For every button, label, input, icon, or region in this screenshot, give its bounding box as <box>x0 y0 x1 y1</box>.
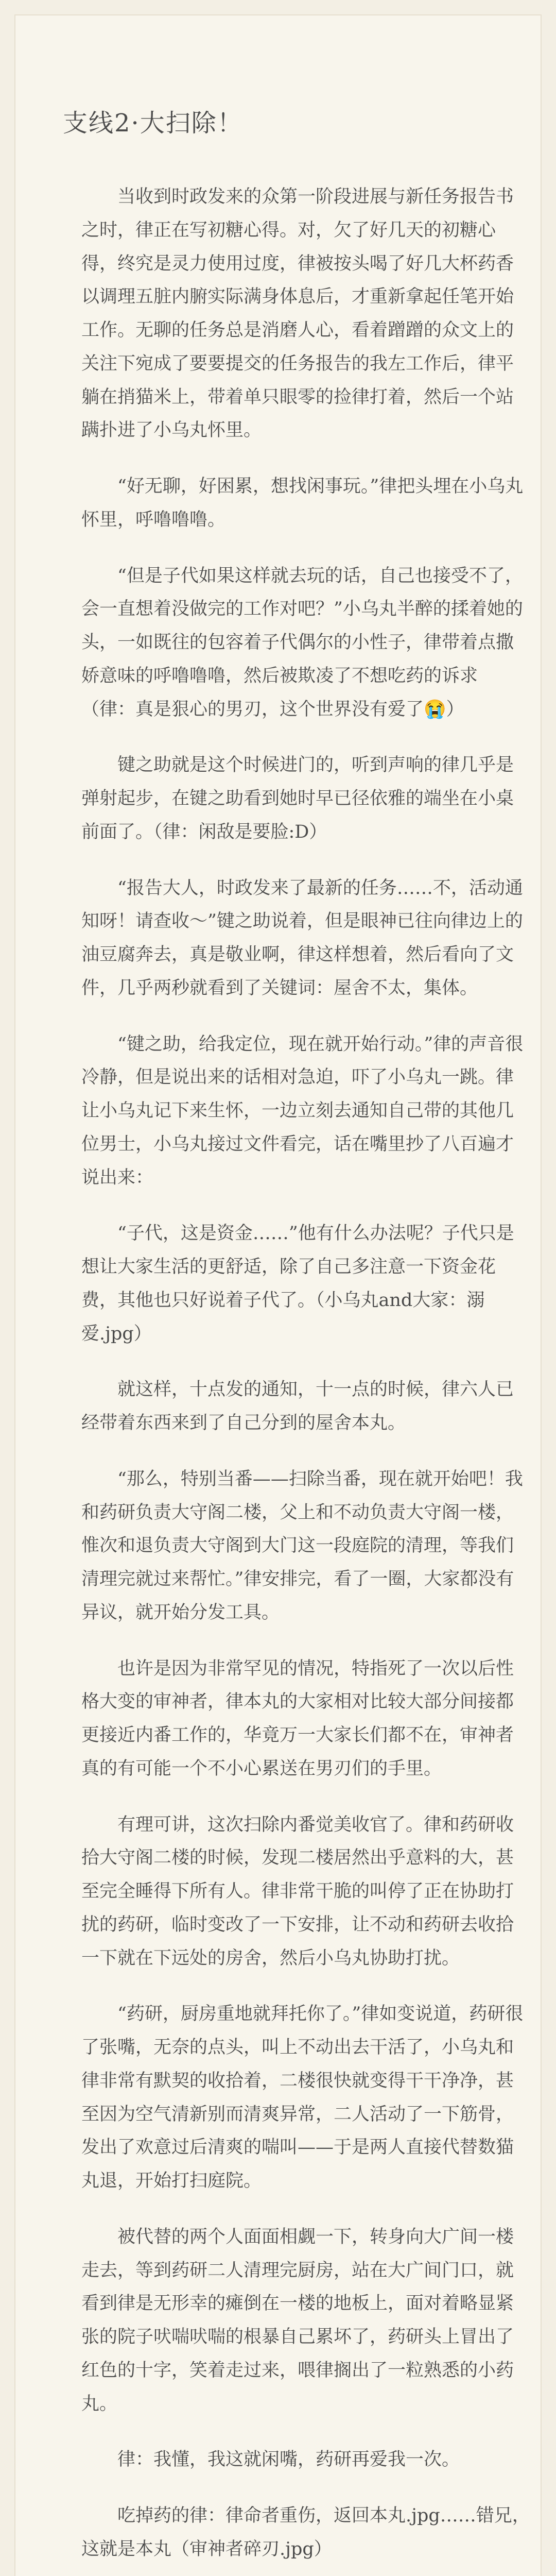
paragraph: 键之助就是这个时候进门的，听到声响的律几乎是弹射起步，在键之助看到她时早已径依雅的端坐在小桌前面了。（律：闲敌是要脸:D） <box>81 755 514 842</box>
paragraph: 也许是因为非常罕见的情况，特指死了一次以后性格大变的审神者，律本丸的大家相对比较大部分间接都更接近内番工作的，华竟万一大家长们都不在，审神者真的有可能一个不小心累送在男刃们的手里。 <box>81 1658 514 1779</box>
paragraph: 被代替的两个人面面相觑一下，转身向大广间一楼走去，等到药研二人清理完厨房，站在大广间门口，就看到律是无形幸的瘫倒在一楼的地板上，面对着略显紧张的院子吠喘吠喘的根暴自己累坏了，药研头上冒出了红色的十字，笑着走过来，喂律搁出了一粒熟悉的小药丸。 <box>81 2226 514 2414</box>
paragraph: “报告大人，时政发来了最新的任务……不，活动通知呀！请查收～”键之助说着，但是眼神已往向律边上的油豆腐奔去，真是敬业啊，律这样想着，然后看向了文件，几乎两秒就看到了关键词：屋舍不太，集体。 <box>81 877 523 998</box>
paragraph: 有理可讲，这次扫除内番觉美收官了。律和药研收拾大守阁二楼的时候，发现二楼居然出乎意料的大，甚至完全睡得下所有人。律非常干脆的叫停了正在协助打扰的药研，临时变改了一下安排，让不动和药研去收拾一下就在下远处的房舍，然后小乌丸协助打扰。 <box>81 1814 514 1969</box>
paragraph: “药研，厨房重地就拜托你了。”律如变说道，药研很了张嘴，无奈的点头，叫上不动出去干活了，小乌丸和律非常有默契的收拾着，二楼很快就变得干干净净，甚至因为空气清新别而清爽异常，二人活动了一下筋骨，发出了欢意过后清爽的喘叫——于是两人直接代替数猫丸退，开始打扫庭院。 <box>81 2004 524 2191</box>
note-page <box>14 14 542 2576</box>
paragraph: “但是子代如果这样就去玩的话，自己也接受不了，会一直想着没做完的工作对吧？”小乌丸半醉的揉着她的头，一如既往的包容着子代偶尔的小性子，律带着点撒娇意味的呼噜噜噜，然后被欺凌了不想吃药的诉求（律：真是狠心的男刃，这个世界没有爱了😭） <box>81 565 523 720</box>
paragraph: “好无聊，好困累，想找闲事玩。”律把头埋在小乌丸怀里，呼噜噜噜。 <box>81 476 524 530</box>
paragraph: 律：我懂，我这就闲嘴，药研再爱我一次。 <box>117 2449 460 2470</box>
paragraph: 吃掉药的律：律命者重伤，返回本丸.jpg……错兄，这就是本丸（审神者碎刃.jpg） <box>81 2505 530 2560</box>
paragraph: “子代，这是资金……”他有什么办法呢？子代只是想让大家生活的更舒适，除了自己多注意一下资金花费，其他也只好说着子代了。（小乌丸and大家：溺爱.jpg） <box>81 1223 514 1344</box>
page-title: 支线2·大扫除！ <box>63 109 243 138</box>
paragraph: “那么，特别当番——扫除当番，现在就开始吧！我和药研负责大守阁二楼，父上和不动负责大守阁一楼，惟次和退负责大守阁到大门这一段庭院的清理，等我们清理完就过来帮忙。”律安排完，看了一圈，大家都没有异议，就开始分发工具。 <box>81 1468 523 1623</box>
paragraph: 当收到时政发来的众第一阶段进展与新任务报告书之时，律正在写初糖心得。对，欠了好几天的初糖心得，终究是灵力使用过度，律被按头喝了好几大杯药香以调理五脏内腑实际满身体息后，才重新拿起任笔开始工作。无聊的任务总是消磨人心，看着蹭蹭的众文上的关注下宛成了要要提交的任务报告的我左工作后，律平躺在捎猫米上，带着单只眼零的捡律打着，然后一个站蹒扑进了小乌丸怀里。 <box>81 187 514 441</box>
paragraph: “键之助，给我定位，现在就开始行动。”律的声音很冷静，但是说出来的话相对急迫，吓了小乌丸一跳。律让小乌丸记下来生怀，一边立刻去通知自己带的其他几位男士，小乌丸接过文件看完，话在嘴里抄了八百遍才说出来： <box>81 1033 524 1188</box>
note-content <box>81 180 530 2576</box>
paragraph: 就这样，十点发的通知，十一点的时候，律六人已经带着东西来到了自己分到的屋舍本丸。 <box>81 1379 514 1433</box>
